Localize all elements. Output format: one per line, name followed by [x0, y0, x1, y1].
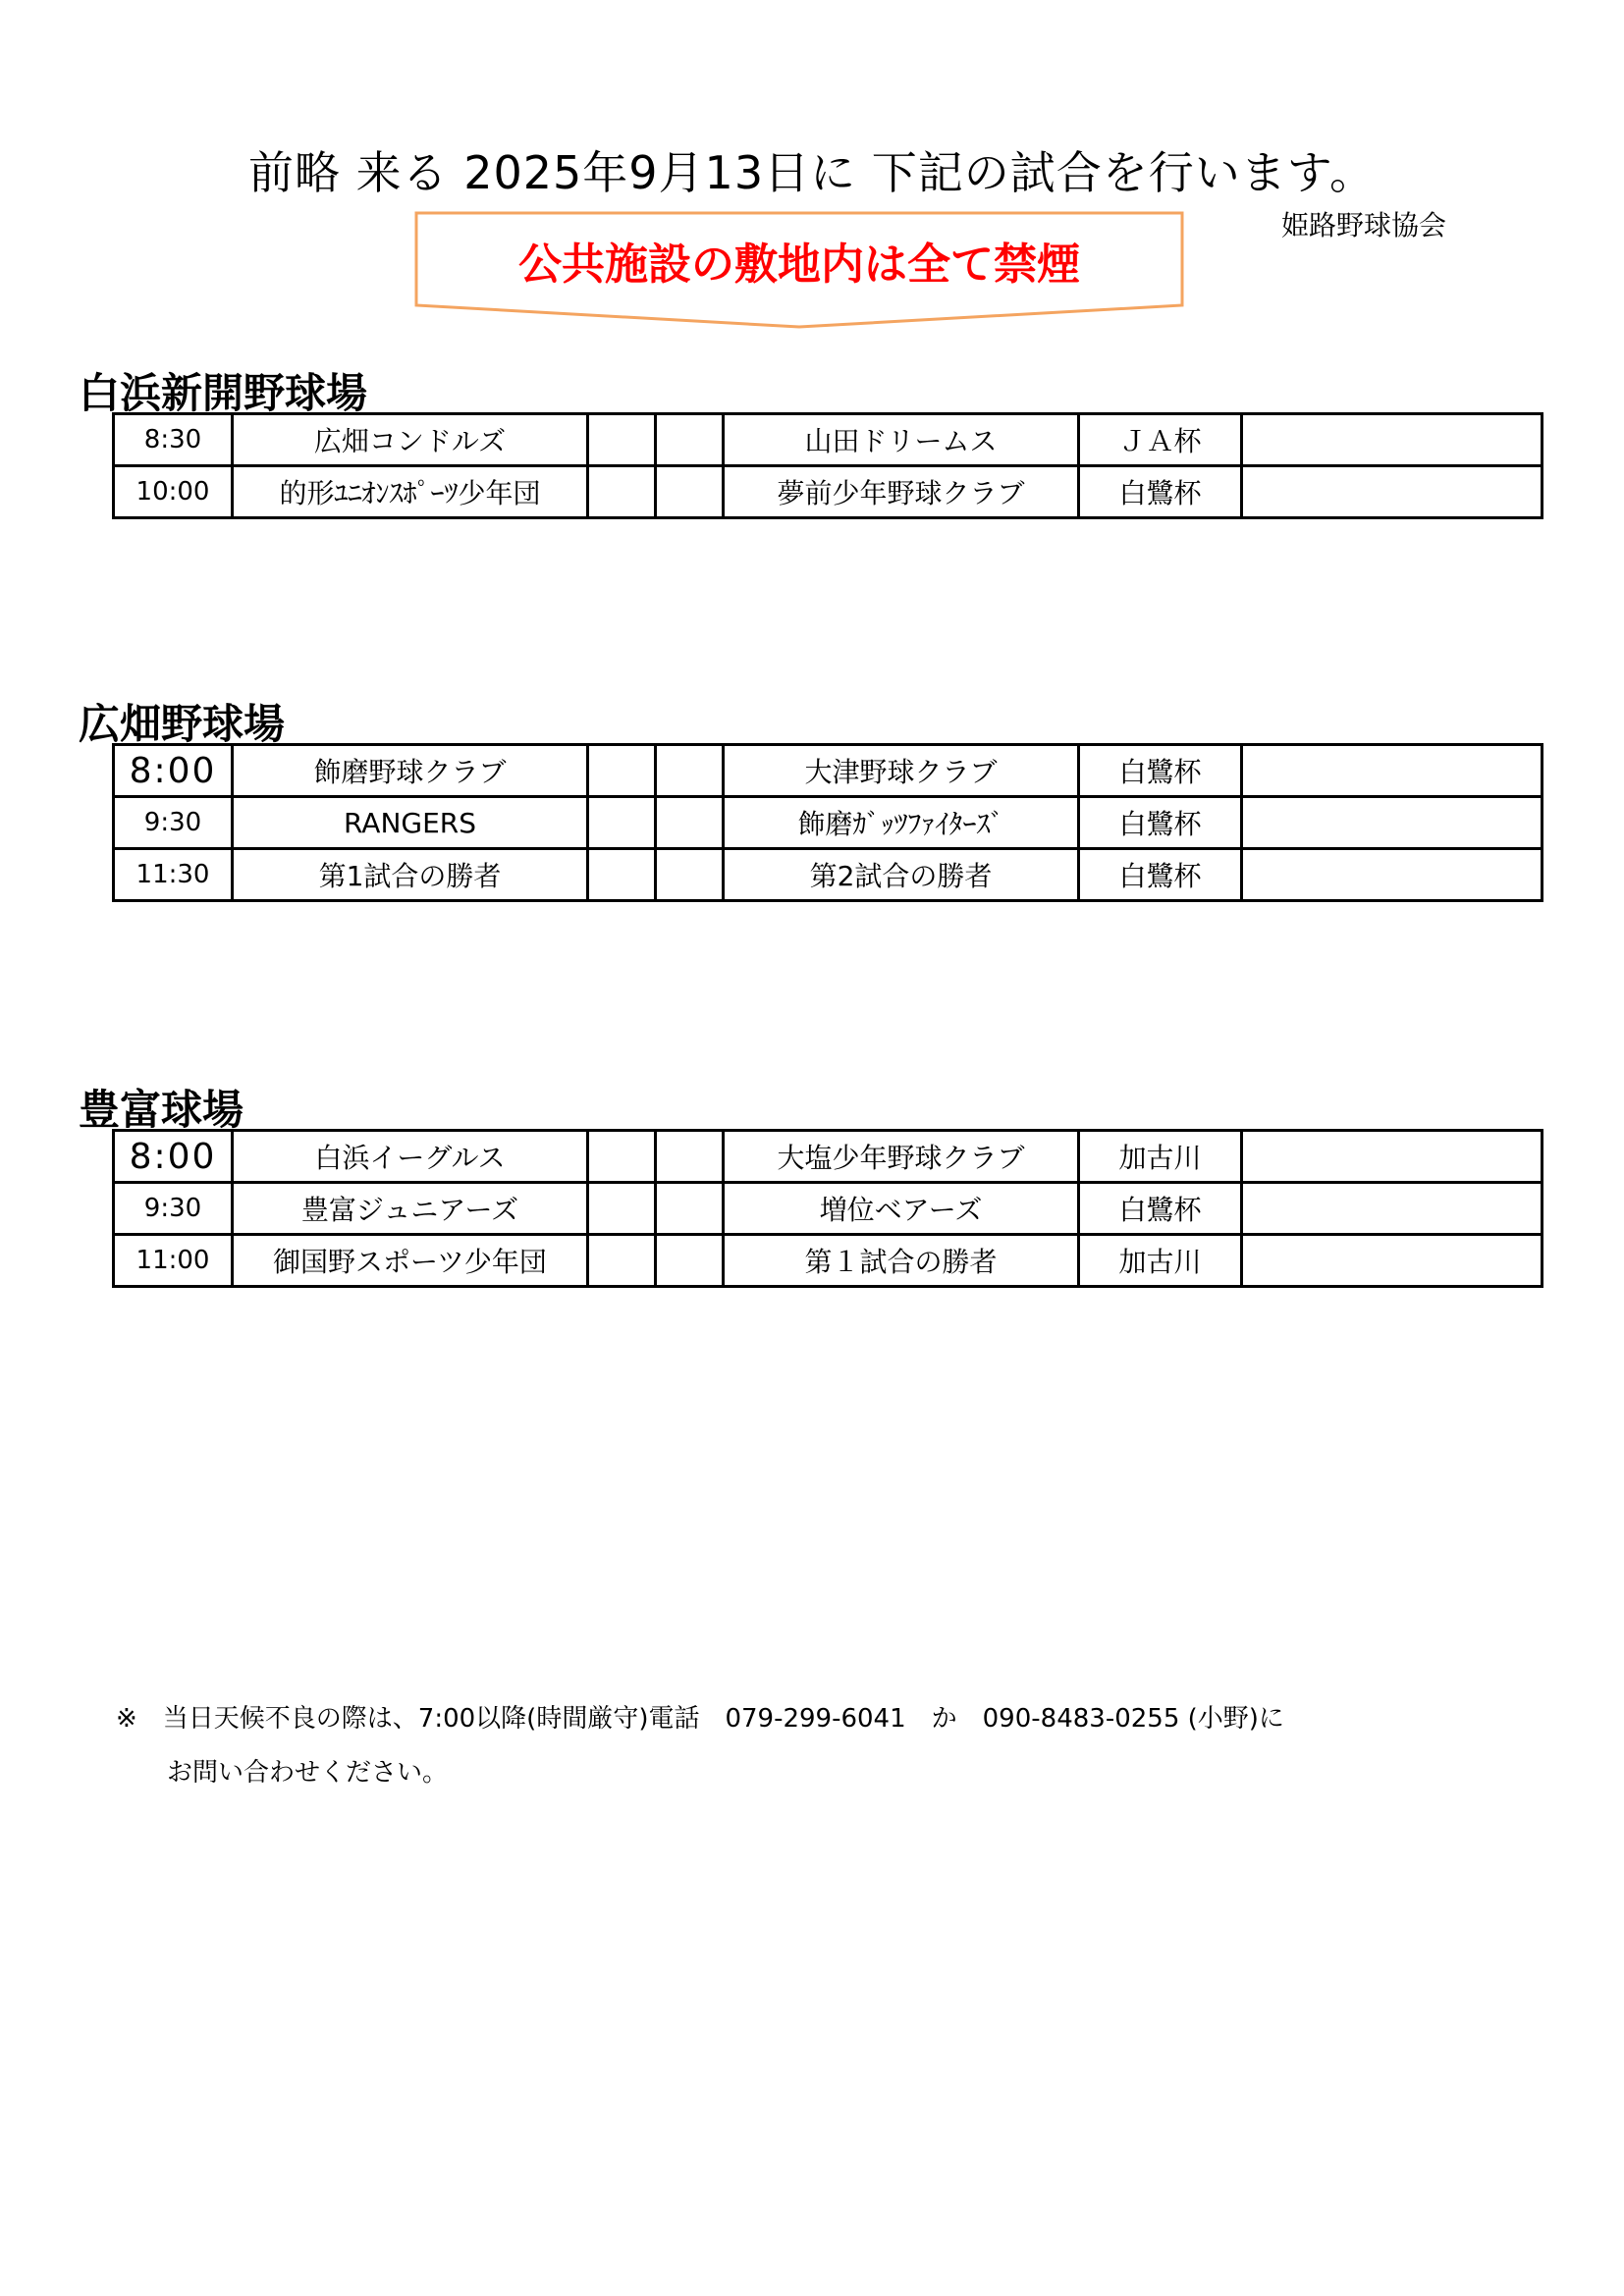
note-cell: [1242, 849, 1543, 901]
note-cell: [1242, 797, 1543, 849]
score-cell: [588, 849, 656, 901]
score-cell: [656, 745, 724, 797]
table-row: [114, 1235, 1543, 1287]
away-team: 第１試合の勝者: [724, 1235, 1079, 1287]
away-team: 大津野球クラブ: [724, 745, 1079, 797]
game-time: 8:30: [114, 414, 233, 466]
home-team: 飾磨野球クラブ: [233, 745, 588, 797]
score-cell: [656, 849, 724, 901]
game-time: 10:00: [114, 466, 233, 518]
schedule-table-shirahama: [112, 412, 1543, 519]
note-cell: [1242, 1183, 1543, 1235]
note-cell: [1242, 466, 1543, 518]
organization-name: 姫路野球協会: [1281, 209, 1447, 241]
venue-title-hirohata: 広畑野球場: [79, 700, 286, 748]
cup-name: 白鷺杯: [1079, 1183, 1242, 1235]
venue-title-shirahama: 白浜新開野球場: [79, 369, 368, 417]
score-cell: [656, 466, 724, 518]
venue-title-toyotomi: 豊富球場: [79, 1086, 244, 1134]
away-team: 山田ドリームス: [724, 414, 1079, 466]
home-team: 広畑コンドルズ: [233, 414, 588, 466]
game-time: 11:00: [114, 1235, 233, 1287]
weather-notice-continued: お問い合わせください。: [167, 1758, 449, 1788]
cup-name: 白鷺杯: [1079, 797, 1242, 849]
score-cell: [656, 1183, 724, 1235]
score-cell: [588, 1235, 656, 1287]
banner-text: 公共施設の敷地内は全て禁煙: [518, 240, 1080, 290]
cup-name: ＪＡ杯: [1079, 414, 1242, 466]
score-cell: [588, 745, 656, 797]
cup-name: 加古川: [1079, 1235, 1242, 1287]
cup-name: 白鷺杯: [1079, 849, 1242, 901]
note-cell: [1242, 1131, 1543, 1183]
score-cell: [588, 466, 656, 518]
table-row: [114, 797, 1543, 849]
table-row: [114, 849, 1543, 901]
home-team: 第1試合の勝者: [233, 849, 588, 901]
away-team: 飾磨ｶﾞｯﾂﾌｧｲﾀｰｽﾞ: [724, 797, 1079, 849]
home-team: 白浜イーグルス: [233, 1131, 588, 1183]
table-row: [114, 414, 1543, 466]
no-smoking-banner: [414, 211, 1184, 331]
note-cell: [1242, 414, 1543, 466]
score-cell: [656, 1235, 724, 1287]
game-time: 9:30: [114, 1183, 233, 1235]
score-cell: [656, 414, 724, 466]
home-team: RANGERS: [233, 797, 588, 849]
cup-name: 加古川: [1079, 1131, 1242, 1183]
score-cell: [588, 1131, 656, 1183]
game-time: 8:00: [114, 745, 233, 797]
table-row: [114, 1131, 1543, 1183]
home-team: 的形ﾕﾆｵﾝｽﾎﾟｰﾂ少年団: [233, 466, 588, 518]
away-team: 増位ベアーズ: [724, 1183, 1079, 1235]
table-row: [114, 745, 1543, 797]
score-cell: [656, 797, 724, 849]
table-row: [114, 466, 1543, 518]
schedule-table-toyotomi: [112, 1129, 1543, 1288]
note-cell: [1242, 745, 1543, 797]
game-time: 9:30: [114, 797, 233, 849]
cup-name: 白鷺杯: [1079, 745, 1242, 797]
home-team: 豊富ジュニアーズ: [233, 1183, 588, 1235]
score-cell: [588, 1183, 656, 1235]
game-time: 11:30: [114, 849, 233, 901]
away-team: 大塩少年野球クラブ: [724, 1131, 1079, 1183]
score-cell: [588, 414, 656, 466]
weather-notice: ※ 当日天候不良の際は、7:00以降(時間厳守)電話 079-299-6041 か 090-8483-0255 (小野)に: [116, 1704, 1284, 1734]
score-cell: [656, 1131, 724, 1183]
cup-name: 白鷺杯: [1079, 466, 1242, 518]
away-team: 夢前少年野球クラブ: [724, 466, 1079, 518]
away-team: 第2試合の勝者: [724, 849, 1079, 901]
game-time: 8:00: [114, 1131, 233, 1183]
schedule-table-hirohata: [112, 743, 1543, 902]
note-cell: [1242, 1235, 1543, 1287]
table-row: [114, 1183, 1543, 1235]
score-cell: [588, 797, 656, 849]
page-title: 前略 来る 2025年9月13日に 下記の試合を行います。: [247, 146, 1377, 199]
home-team: 御国野スポーツ少年団: [233, 1235, 588, 1287]
